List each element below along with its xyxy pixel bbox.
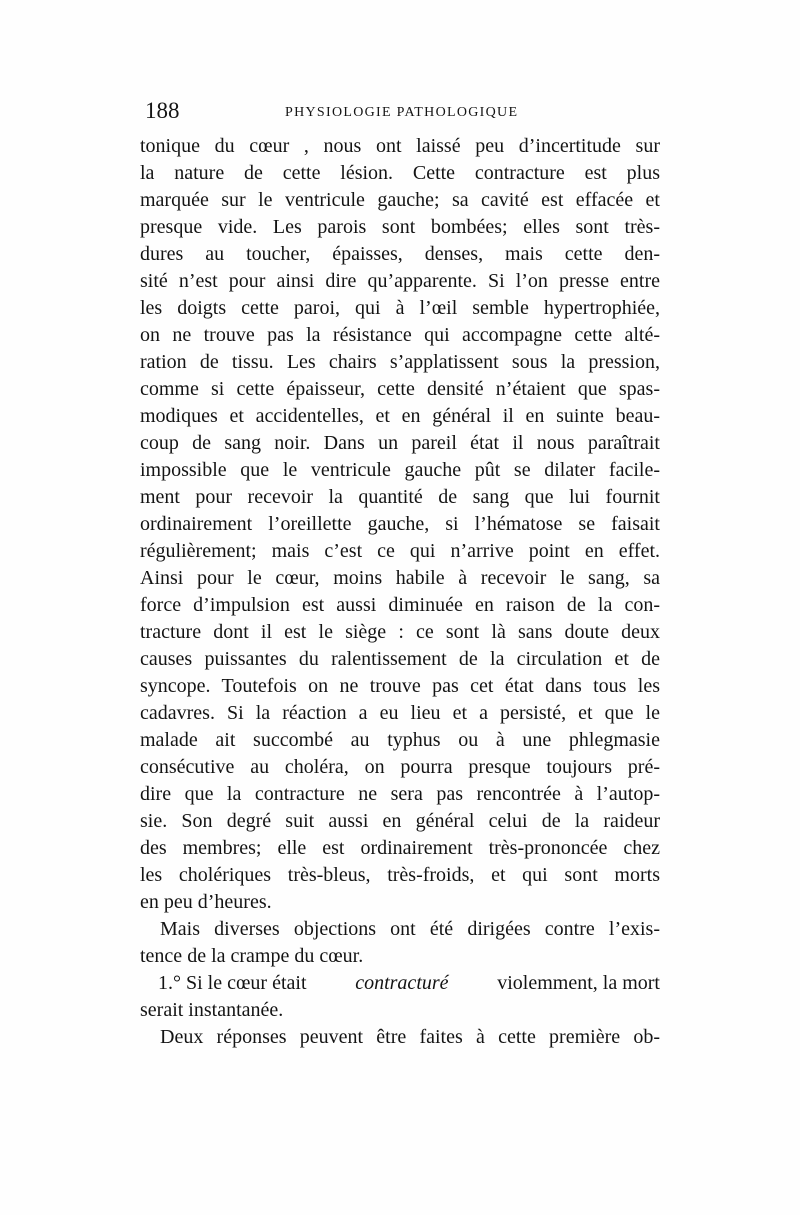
italic-term: contracturé: [355, 972, 449, 994]
text-line: sie. Son degré suit aussi en général celui de la raideur: [140, 810, 660, 832]
text-line: cadavres. Si la réaction a eu lieu et a persisté, et que le: [140, 702, 660, 724]
text-line: ordinairement l’oreillette gauche, si l’hématose se faisait: [140, 513, 660, 535]
text-line: dire que la contracture ne sera pas rencontrée à l’autop-: [140, 783, 660, 805]
text-line: impossible que le ventricule gauche pût se dilater facile-: [140, 459, 660, 481]
text-line: ration de tissu. Les chairs s’applatissent sous la pression,: [140, 351, 660, 373]
text-line: presque vide. Les parois sont bombées; elles sont très-: [140, 216, 660, 238]
list-item-lead: 1.° Si le cœur était: [158, 972, 307, 994]
page-header: [145, 98, 665, 128]
text-line: causes puissantes du ralentissement de la circulation et de: [140, 648, 660, 670]
paragraph-start-line: Deux réponses peuvent être faites à cette première ob-: [160, 1026, 660, 1048]
text-line: modiques et accidentelles, et en général il en suinte beau-: [140, 405, 660, 427]
text-line: ment pour recevoir la quantité de sang que lui fournit: [140, 486, 660, 508]
text-line: les cholériques très-bleus, très-froids, et qui sont morts: [140, 864, 660, 886]
text-line: en peu d’heures.: [140, 891, 272, 913]
text-line: malade ait succombé au typhus ou à une phlegmasie: [140, 729, 660, 751]
text-line: des membres; elle est ordinairement très-prononcée chez: [140, 837, 660, 859]
text-line: la nature de cette lésion. Cette contracture est plus: [140, 162, 660, 184]
running-head: PHYSIOLOGIE PATHOLOGIQUE: [285, 105, 519, 120]
text-line: force d’impulsion est aussi diminuée en raison de la con-: [140, 594, 660, 616]
text-line: les doigts cette paroi, qui à l’œil semble hypertrophiée,: [140, 297, 660, 319]
body-text: [140, 133, 660, 1063]
text-line: régulièrement; mais c’est ce qui n’arrive point en effet.: [140, 540, 660, 562]
text-line: tence de la crampe du cœur.: [140, 945, 364, 967]
list-item-line: [140, 970, 660, 997]
list-item-tail: violemment, la mort: [497, 972, 660, 994]
text-line: dures au toucher, épaisses, denses, mais cette den-: [140, 243, 660, 265]
text-line: tracture dont il est le siège : ce sont là sans doute deux: [140, 621, 660, 643]
text-line: Ainsi pour le cœur, moins habile à recevoir le sang, sa: [140, 567, 660, 589]
text-line: sité n’est pour ainsi dire qu’apparente. Si l’on presse entre: [140, 270, 660, 292]
text-line: tonique du cœur , nous ont laissé peu d’incertitude sur: [140, 135, 660, 157]
text-line: coup de sang noir. Dans un pareil état il nous paraîtrait: [140, 432, 660, 454]
text-line: serait instantanée.: [140, 999, 284, 1021]
text-line: on ne trouve pas la résistance qui accompagne cette alté-: [140, 324, 660, 346]
paragraph-start-line: Mais diverses objections ont été dirigées contre l’exis-: [160, 918, 660, 940]
text-line: marquée sur le ventricule gauche; sa cavité est effacée et: [140, 189, 660, 211]
text-line: consécutive au choléra, on pourra presque toujours pré-: [140, 756, 660, 778]
page-number: 188: [145, 98, 180, 123]
text-line: comme si cette épaisseur, cette densité n’étaient que spas-: [140, 378, 660, 400]
text-line: syncope. Toutefois on ne trouve pas cet état dans tous les: [140, 675, 660, 697]
